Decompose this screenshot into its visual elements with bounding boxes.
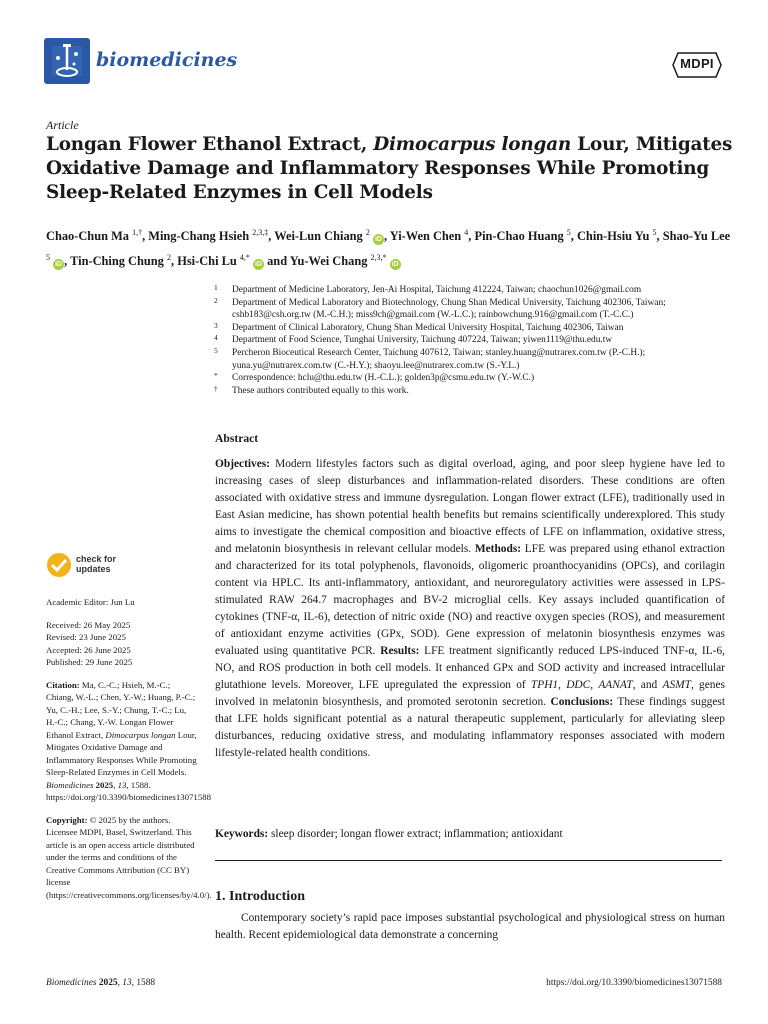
published-date: Published: 29 June 2025: [46, 657, 133, 667]
author[interactable]: Yu-Wei Chang $^{2,3,*}$ iD: [289, 253, 399, 269]
affiliation-item: 5 Percheron Bioceutical Research Center, Taichung 407612, Taiwan; stanley.huang@nutrarex.com.tw (P.-C.H.); yuna.yu@nutrarex.com.tw (C.-H.Y.); shaoyu.lee@nutrarex.com.tw (S.-Y.L.): [214, 345, 646, 371]
check-updates-icon: [46, 552, 72, 578]
affiliation-item: 3 Department of Clinical Laboratory, Chung Shan Medical University Hospital, Taichung 402306, Taiwan: [214, 320, 624, 333]
abstract-heading: Abstract: [215, 432, 259, 445]
affiliation-item: † These authors contributed equally to this work.: [214, 383, 409, 396]
affiliation-item: 2 Department of Medical Laboratory and Biotechnology, Chung Shan Medical University, Taichung 402306, Taiwan; cshb183@csh.org.tw (M.-C.H.); miss9ch@gmail.com (W.-L.C.); rainbowchung.916@gmail.com (T.-C.C.): [214, 295, 666, 321]
journal-logo-icon: [44, 38, 90, 84]
author[interactable]: Wei-Lun Chiang $^2$ iD: [274, 228, 382, 244]
received-date: Received: 26 May 2025: [46, 619, 131, 630]
author[interactable]: Chao-Chun Ma $^{1,\dagger}$: [46, 228, 143, 244]
journal-name[interactable]: biomedicines: [96, 49, 238, 71]
title-part-1: Longan Flower Ethanol Extract,: [46, 134, 374, 155]
title-part-2: Lour, Mitigates Oxidative Damage and Inflammatory Responses While Promoting Sleep-Related Enzymes in Cell Models: [46, 134, 733, 203]
mdpi-logo-text: MDPI: [680, 56, 714, 71]
introduction-heading: 1. Introduction: [215, 889, 305, 904]
affiliation-item: 1 Department of Medicine Laboratory, Jen-Ai Hospital, Taichung 412224, Taiwan; chaochun1026@gmail.com: [214, 283, 642, 295]
abstract-body: Objectives: Modern lifestyles factors such as digital overload, aging, and poor sleep hygiene have led to increasing cases of sleep disturbances and inflammation-related disorders. These conditions are often associated with oxidative stress and immune dysregulation. Longan flower extract (LFE), traditionally used in East Asian medicine, has shown potential health benefits but remains scientifically underexplored. This study aims to investigate the chemical composition and bioactive effects of LFE on inflammation, oxidative stress, and melatonin biosynthesis in relevant cellular models. Methods: LFE was prepared using ethanol extraction and characterized for its total polyphenols, flavonoids, oligomeric proanthocyanidins (OPCs), and corilagin content via HPLC. Its anti-inflammatory, antioxidant, and neuroregulatory activities were assessed in LPS-stimulated RAW 264.7 macrophages and BV-2 microglial cells. Key assays included quantification of cytokines (TNF-α, IL-6), detection of nitric oxide (NO) and reactive oxygen species (ROS), and measurement of antioxidant enzyme activities (GPx, SOD). Gene expression of melatonin biosynthesis enzymes was evaluated using quantitative PCR. Results: LFE treatment significantly reduced LPS-induced TNF-α, IL-6, NO, and ROS production in both cell models. It enhanced GPx and SOD activity and increased intracellular glutathione levels. Moreover, LFE upregulated the expression of TPH1, DDC, AANAT, and ASMT, genes involved in melatonin biosynthesis, and promoted serotonin secretion. Conclusions: These findings suggest that LFE holds significant potential as a natural therapeutic supplement, particularly for alleviating sleep disturbances, reducing oxidative stress, and modulating inflammatory responses associated with modern lifestyle-related health conditions.: [215, 458, 725, 759]
orcid-icon[interactable]: iD: [255, 261, 262, 269]
author[interactable]: Ming-Chang Hsieh $^{2,3,\ddagger}$: [148, 228, 269, 244]
section-divider: [215, 860, 722, 861]
footer-citation: Biomedicines 2025, 13, 1588: [46, 978, 156, 988]
check-badge-line-1: check for: [76, 554, 117, 564]
footer-doi-link[interactable]: https://doi.org/10.3390/biomedicines13071588: [546, 978, 722, 988]
author[interactable]: Chin-Hsiu Yu $^5$: [576, 228, 657, 244]
title-italic: Dimocarpus longan: [373, 134, 572, 155]
author-conjunction: and: [267, 254, 288, 269]
citation-block: Citation: Ma, C.-C.; Hsieh, M.-C.; Chiang, W.-L.; Chen, Y.-W.; Huang, P.-C.; Yu, C.-H.; Lee, S.-Y.; Chung, T.-C.; Lu, H.-C.; Chang, Y.-W. Longan Flower Ethanol Extract, Dimocarpus longan Lour, Mitigates Oxidative Damage and Inflammatory Responses While Promoting Sleep-Related Enzymes in Cell Models. Biomedicines 2025, 13, 1588. https://doi.org/10.3390/biomedicines13071588: [46, 679, 212, 802]
orcid-icon[interactable]: iD: [55, 261, 63, 269]
author[interactable]: Tin-Ching Chung $^2$: [70, 253, 171, 269]
revised-date: Revised: 23 June 2025: [46, 632, 126, 642]
affiliation-item: * Correspondence: hclu@thu.edu.tw (H.-C.L.); golden3p@csmu.edu.tw (Y.-W.C.): [214, 371, 535, 384]
journal-header: [44, 38, 724, 88]
orcid-icon[interactable]: iD: [374, 236, 382, 244]
academic-editor: Academic Editor: Jun Lu: [46, 597, 135, 607]
publication-dates: [46, 619, 198, 669]
accepted-date: Accepted: 26 June 2025: [46, 644, 131, 655]
introduction-paragraph: Contemporary society’s rapid pace imposes substantial psychological and physiological stress on human health. Recent epidemiological data demonstrate a concerning: [215, 912, 725, 941]
check-badge-line-2: updates: [76, 564, 111, 574]
mdpi-logo[interactable]: [672, 52, 722, 78]
article-title: [46, 133, 736, 205]
keywords: Keywords: sleep disorder; longan flower extract; inflammation; antioxidant: [215, 828, 563, 840]
author-list: Chao-Chun Ma $^{1,\dagger}$, Ming-Chang Hsieh $^{2,3,\ddagger}$, Wei-Lun Chiang $^2$ iD , Yi-Wen Chen $^4$, Pin-Chao Huang $^5$, Chin-Hsiu Yu $^5$, Shao-Yu Lee $^5$ iD , Tin-Ching Chung $^2$, Hsi-Chi Lu $^{4,*}$ iD and Yu-Wei Chang $^{2,3,*}$ iD: [46, 228, 731, 269]
article-sidebar: [46, 552, 212, 901]
article-type: Article: [46, 118, 79, 132]
affiliation-item: 4 Department of Food Science, Tunghai University, Taichung 407224, Taiwan; yiwen1119@thu.edu.tw: [214, 333, 613, 346]
author[interactable]: Shao-Yu Lee $^5$ iD: [46, 229, 731, 269]
check-for-updates-button[interactable]: [46, 552, 198, 582]
affiliations: [214, 284, 734, 397]
author[interactable]: Hsi-Chi Lu $^{4,*}$ iD: [177, 253, 262, 269]
author[interactable]: Yi-Wen Chen $^4$: [389, 228, 469, 244]
author[interactable]: Pin-Chao Huang $^5$: [474, 228, 571, 244]
orcid-icon[interactable]: iD: [391, 261, 399, 269]
copyright-block: Copyright: © 2025 by the authors. Licensee MDPI, Basel, Switzerland. This article is an open access article distributed under the terms and conditions of the Creative Commons Attribution (CC BY) license (https://creativecommons.org/licenses/by/4.0/).: [46, 814, 212, 900]
